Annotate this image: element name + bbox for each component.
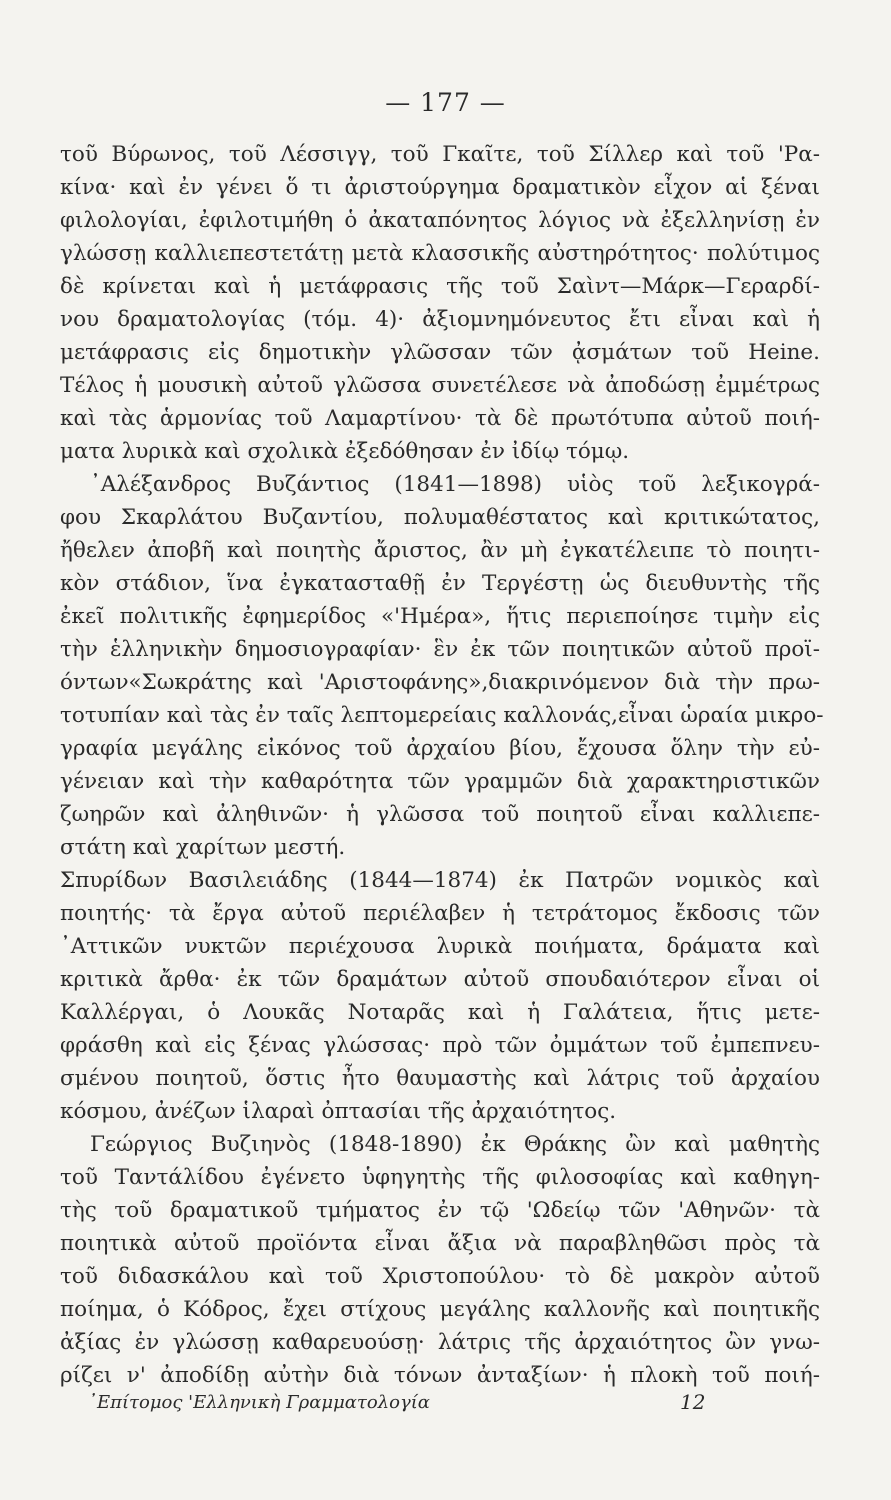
text-line: ἀξίας ἐν γλώσσῃ καθαρευούσῃ· λάτρις τῆς ἀρχαιότητος ὢν γνω- bbox=[60, 1330, 820, 1355]
text-line: κόσμου, ἀνέζων ἱλαραὶ ὀπτασίαι τῆς ἀρχαιότητος. bbox=[60, 1099, 617, 1124]
text-line: ποιητής· τὰ ἔργα αὐτοῦ περιέλαβεν ἡ τετράτομος ἔκδοσις τῶν bbox=[60, 901, 820, 926]
text-line: τοτυπίαν καὶ τὰς ἐν ταῖς λεπτομερείαις καλλονάς,εἶναι ὡραία μικρο- bbox=[60, 703, 824, 728]
text-line: φράσθη καὶ εἰς ξένας γλώσσας· πρὸ τῶν ὀμμάτων τοῦ ἐμπεπνευ- bbox=[60, 1033, 820, 1058]
text-line: τοῦ διδασκάλου καὶ τοῦ Χριστοπούλου· τὸ δὲ μακρὸν αὐτοῦ bbox=[60, 1264, 820, 1289]
text-line: καὶ τὰς ἁρμονίας τοῦ Λαμαρτίνου· τὰ δὲ πρωτότυπα αὐτοῦ ποιή- bbox=[60, 406, 820, 431]
text-line: ζωηρῶν καὶ ἀληθινῶν· ἡ γλῶσσα τοῦ ποιητοῦ εἶναι καλλιεπε- bbox=[60, 802, 820, 827]
text-line: στάτη καὶ χαρίτων μεστή. bbox=[60, 835, 346, 860]
text-line: όντων«Σωκράτης καὶ 'Αριστοφάνης»,διακρινόμενον διὰ τὴν πρω- bbox=[60, 670, 820, 695]
text-line: ᾿Αττικῶν νυκτῶν περιέχουσα λυρικὰ ποιήματα, δράματα καὶ bbox=[60, 934, 820, 959]
text-line: ματα λυρικὰ καὶ σχολικὰ ἐξεδόθησαν ἐν ἰδίῳ τόμῳ. bbox=[60, 439, 630, 464]
text-line: σμένου ποιητοῦ, ὅστις ἦτο θαυμαστὴς καὶ λάτρις τοῦ ἀρχαίου bbox=[60, 1066, 820, 1091]
text-line: μετάφρασις εἰς δημοτικὴν γλῶσσαν τῶν ᾀσμάτων τοῦ Heine. bbox=[60, 340, 820, 365]
body-text bbox=[60, 138, 824, 1392]
text-line: γένειαν καὶ τὴν καθαρότητα τῶν γραμμῶν διὰ χαρακτηριστικῶν bbox=[60, 769, 820, 794]
text-line: τὴν ἑλληνικὴν δημοσιογραφίαν· ἓν ἐκ τῶν ποιητικῶν αὐτοῦ προϊ- bbox=[60, 637, 820, 662]
text-line: γλώσσῃ καλλιεπεστετάτῃ μετὰ κλασσικῆς αὐστηρότητος· πολύτιμος bbox=[60, 241, 820, 266]
text-line: κὸν στάδιον, ἵνα ἐγκατασταθῇ ἐν Τεργέστῃ ὡς διευθυντὴς τῆς bbox=[60, 571, 820, 596]
text-line: δὲ κρίνεται καὶ ἡ μετάφρασις τῆς τοῦ Σαὶντ—Μάρκ—Γεραρδί- bbox=[60, 274, 820, 299]
text-line: τὴς τοῦ δραματικοῦ τμήματος ἐν τῷ 'Ωδείῳ τῶν 'Αθηνῶν· τὰ bbox=[60, 1198, 820, 1223]
text-line: γραφία μεγάλης εἰκόνος τοῦ ἀρχαίου βίου, ἔχουσα ὅλην τὴν εὐ- bbox=[60, 736, 820, 761]
text-line: Σπυρίδων Βασιλειάδης (1844—1874) ἐκ Πατρῶν νομικὸς καὶ bbox=[60, 868, 820, 893]
text-line: Γεώργιος Βυζιηνὸς (1848-1890) ἐκ Θράκης ὢν καὶ μαθητὴς bbox=[90, 1132, 820, 1157]
text-line: ἤθελεν ἀποβῆ καὶ ποιητὴς ἄριστος, ἂν μὴ ἐγκατέλειπε τὸ ποιητι- bbox=[60, 538, 820, 563]
text-line: κριτικὰ ἄρθα· ἐκ τῶν δραμάτων αὐτοῦ σπουδαιότερον εἶναι οἱ bbox=[60, 967, 820, 992]
text-line: φιλολογίαι, ἐφιλοτιμήθη ὁ ἀκαταπόνητος λόγιος νὰ ἐξελληνίσῃ ἐν bbox=[60, 208, 820, 233]
text-line: ποίημα, ὁ Κόδρος, ἔχει στίχους μεγάλης καλλονῆς καὶ ποιητικῆς bbox=[60, 1297, 820, 1322]
text-line: Τέλος ἡ μουσικὴ αὐτοῦ γλῶσσα συνετέλεσε νὰ ἀποδώσῃ ἐμμέτρως bbox=[60, 373, 820, 398]
text-line: φου Σκαρλάτου Βυζαντίου, πολυμαθέστατος καὶ κριτικώτατος, bbox=[60, 505, 820, 530]
text-line: ρίζει ν' ἀποδίδῃ αὐτὴν διὰ τόνων ἀνταξίων· ἡ πλοκὴ τοῦ ποιή- bbox=[60, 1363, 820, 1388]
text-line: κίνα· καὶ ἐν γένει ὅ τι ἀριστούργημα δραματικὸν εἶχον αἱ ξέναι bbox=[60, 175, 820, 200]
text-line: Καλλέργαι, ὁ Λουκᾶς Νοταρᾶς καὶ ἡ Γαλάτεια, ἥτις μετε- bbox=[60, 1000, 820, 1025]
text-line: ἐκεῖ πολιτικῆς ἐφημερίδος «'Ημέρα», ἥτις περιεποίησε τιμὴν εἰς bbox=[60, 604, 820, 629]
footer-signature: 12 bbox=[680, 1390, 706, 1414]
text-line: νου δραματολογίας (τόμ. 4)· ἀξιομνημόνευτος ἔτι εἶναι καὶ ἡ bbox=[60, 307, 820, 332]
text-line: ποιητικὰ αὐτοῦ προϊόντα εἶναι ἄξια νὰ παραβληθῶσι πρὸς τὰ bbox=[60, 1231, 820, 1256]
page-number: — 177 — bbox=[385, 88, 506, 117]
text-line: τοῦ Βύρωνος, τοῦ Λέσσιγγ, τοῦ Γκαῖτε, τοῦ Σίλλερ καὶ τοῦ 'Ρα- bbox=[60, 142, 820, 167]
footer-book-title: ᾿Επίτομος 'Ελληνικὴ Γραμματολογία bbox=[88, 1392, 430, 1413]
text-line: τοῦ Ταντάλίδου ἐγένετο ὑφηγητὴς τῆς φιλοσοφίας καὶ καθηγη- bbox=[60, 1165, 820, 1190]
text-line: ᾿Αλέξανδρος Βυζάντιος (1841—1898) υἱὸς τοῦ λεξικογρά- bbox=[90, 472, 820, 497]
